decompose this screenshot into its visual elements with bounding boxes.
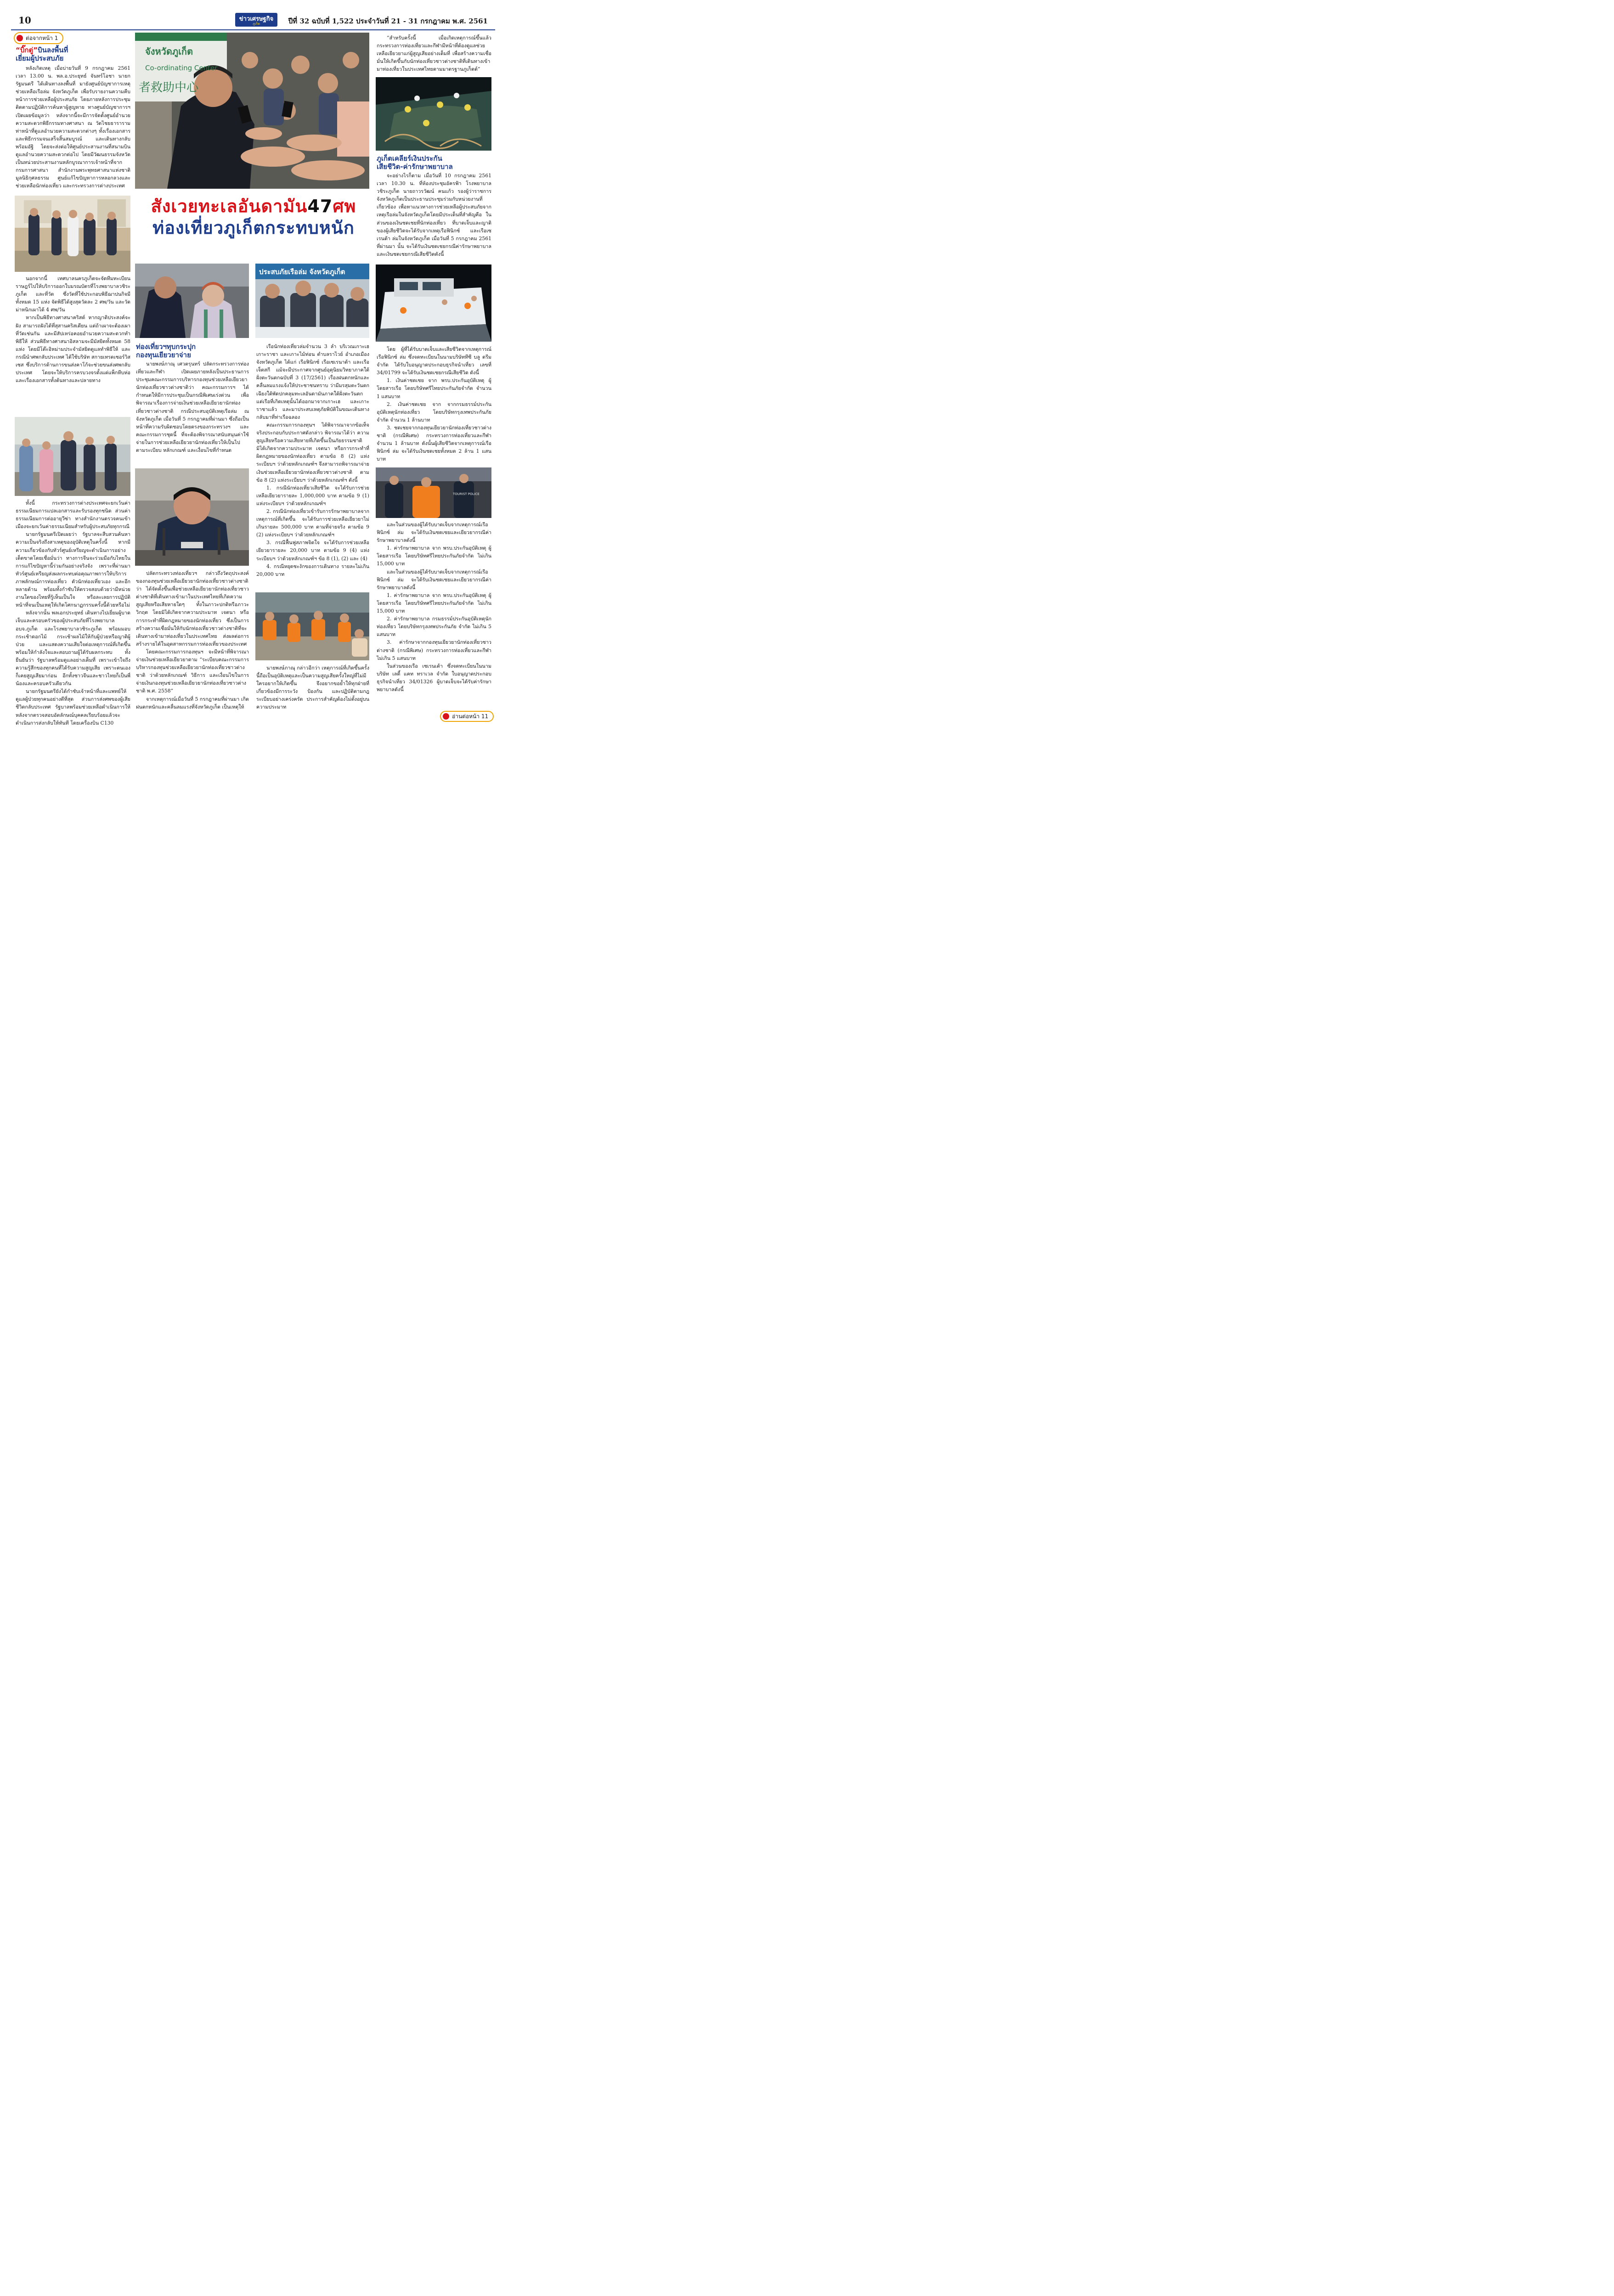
red-dot-icon: [443, 713, 449, 720]
header-rule: [11, 29, 495, 30]
col4-subhead: [377, 154, 491, 171]
col3-text-block-1: [256, 343, 369, 589]
col2-text-block-1: [136, 360, 249, 464]
col4-subhead-line1: ภูเก็ตเคลียร์เงินประกัน: [377, 154, 442, 163]
col1-paragraph: หลังจากนั้น พลเอกประยุทธ์ เดินทางไปเยี่ยมผู้บาดเจ็บและครอบครัวของผู้ประสบภัยที่โรงพยาบาล อบจ.ภูเก็ต และโรงพยาบาลวชิระภูเก็ต พร้อมมอบกระเช้าดอกไม้ กระเช้าผลไม้ให้กับผู้ป่วยหรือญาติผู้ป่วย และแสดงความเสียใจต่อเหตุการณ์ที่เกิดขึ้น พร้อมให้กำลังใจและสอบถามผู้ได้รับผลกระทบ ทั้งยืนยันว่า รัฐบาลพร้อมดูแลอย่างเต็มที่ เพราะเข้าใจถึงความรู้สึกของทุกคนที่ได้รับความสูญเสีย เพราะตนเองก็เคยสูญเสียมาก่อน อีกทั้งชาวจีนและชาวไทยก็เป็นพี่น้องและครอบครัวเดียวกัน: [16, 610, 130, 687]
col4-list-item: 3. ค่ารักษาจากกองทุนเยียวยานักท่องเที่ยวชาวต่างชาติ (กรณีพิเศษ) กระทรวงการท่องเที่ยวและกีฬา ไม่เกิน 5 แสนบาท: [377, 639, 491, 661]
read-more-badge[interactable]: [440, 711, 494, 722]
col3-list-item: 3. กรณีฟื้นฟูสภาพจิตใจ จะได้รับการช่วยเหลือเยียวยารายละ 20,000 บาท ตามข้อ 9 (4) แห่งระเบียบฯ ว่าด้วยหลักเกณฑ์ฯ ข้อ 8 (1), (2) และ (4): [256, 540, 369, 562]
col4-paragraph: โดย ผู้ที่ได้รับบาดเจ็บและเสียชีวิตจากเหตุการณ์เรือฟินิกซ์ ล่ม ซึ่งจดทะเบียนในนามบริษัททีซี บลู ดรีม จำกัด ได้รับใบอนุญาตประกอบธุรกิจนำเที่ยว เลขที่ 34/01799 จะได้รับเงินชดเชยกรณีเสียชีวิต ดังนี้: [377, 346, 491, 376]
col4-text-block-1: [377, 172, 491, 262]
logo-subtitle: ภูเก็ต: [253, 22, 260, 26]
col1-paragraph: นายกรัฐมนตรีเปิดเผยว่า รัฐบาลจะสืบสวนค้นหาความเป็นจริงถึงสาเหตุของอุบัติเหตุในครั้งนี้ หากมีความเกี่ยวข้องกับทัวร์ศูนย์เหรียญจะดำเนินการอย่างเด็ดขาดโดยเชื่อมั่นว่า ทางการจีนจะร่วมมือกับไทยในการแก้ไขปัญหานี้ร่วมกันอย่างจริงจัง เพราะที่ผ่านมาทัวร์ศูนย์เหรียญส่งผลกระทบต่อคุณภาพการให้บริการ ภาพลักษณ์การท่องเที่ยว ตัวนักท่องเที่ยวเอง และอีกหลายด้าน พร้อมทั้งกำชับให้ตรวจสอบด้วยว่ามีหน่วยงานใดของไทยที่รู้เห็นเป็นใจ หรือละเลยการปฏิบัติหน้าที่จนเป็นเหตุให้เกิดโศกนาฏกรรมครั้งนี้ด้วยหรือไม่: [16, 531, 130, 608]
col3-list-item: 4. กรณีหยุดชะงักของการเดินทาง รายละไม่เกิน 20,000 บาท: [256, 563, 369, 577]
col3-paragraph: คณะกรรมการกองทุนฯ ได้พิจารณาจากข้อเท็จจริงประกอบกับประกาศดังกล่าว พิจารณาได้ว่า ความสูญเสียหรือความเสียหายที่เกิดขึ้นเป็นภัยธรรมชาติ มิได้เกิดจากความประมาท เจตนา หรือการกระทำที่ผิดกฎหมายของนักท่องเที่ยว ตามข้อ 8 (2) แห่งระเบียบฯ ว่าด้วยหลักเกณฑ์ฯ จึงสามารถพิจารณาจ่ายเงินช่วยเหลือเยียวยานักท่องเที่ยวชาวต่างชาติ ตามข้อ 8 (2) แห่งระเบียบฯ ว่าด้วยหลักเกณฑ์ฯ ดังนี้: [256, 422, 369, 483]
page-number: 10: [18, 15, 31, 26]
hospital-visit-image: [15, 417, 130, 496]
col1-subhead-rest: บินลงพื้นที่: [38, 46, 68, 54]
boat-at-pier-image: [376, 264, 491, 342]
col4-paragraph: จะอย่างไรก็ตาม เมื่อวันที่ 10 กรกฎาคม 2561 เวลา 10.30 น. ที่ห้องประชุมอัครฟ้า โรงพยาบาลวชิระภูเก็ต นายถาวรวัฒน์ คนแก้ว รองผู้ว่าราชการจังหวัดภูเก็ตเป็นประธานประชุมร่วมกับหน่วยงานที่เกี่ยวข้อง เพื่อหาแนวทางการช่วยเหลือผู้ประสบภัยจากเหตุเรือล่มในจังหวัดภูเก็ตโดยมีประเด็นที่สำคัญคือ ในส่วนของเงินชดเชยที่นักท่องเที่ยว ที่บาดเจ็บและญาติของผู้เสียชีวิตจะได้รับจากเหตุเรือฟินิกซ์ และเรือเซเรนต้า ล่มในจังหวัดภูเก็ต เมื่อวันที่ 5 กรกฎาคม 2561 ที่ผ่านมา นั้น จะได้รับเงินชดเชยกรณีค่ารักษาพยาบาลและเงินชดเชยกรณีเสียชีวิตดังนี้: [377, 173, 491, 257]
boat-at-pier-photo: [376, 264, 491, 342]
col2-subhead-line1: ท่องเที่ยวฯทุบกระปุก: [136, 343, 196, 351]
official-portrait-image: [135, 468, 249, 566]
col3-list-item: 1. กรณีนักท่องเที่ยวเสียชีวิต จะได้รับการช่วยเหลือเยียวยารายละ 1,000,000 บาท ตามข้อ 9 (1) แห่งระเบียบฯ ว่าด้วยหลักเกณฑ์ฯ: [256, 484, 369, 506]
tourist-police-image: [376, 467, 491, 518]
col4-list-item: 1. ค่ารักษาพยาบาล จาก พรบ.ประกันอุบัติเหตุ ผู้โดยสารเรือ โดยบริษัทศรีไทยประกันภัยจำกัด ไม่เกิน 15,000 บาท: [377, 592, 491, 614]
headline-part-b: ศพ: [333, 196, 356, 216]
hero-sign-text: จังหวัดภูเก็ต: [145, 46, 193, 57]
page-header: [11, 13, 495, 29]
newspaper-logo: [235, 13, 277, 27]
col1-text-block-3: [16, 499, 130, 726]
pm-visit-photo: [15, 196, 130, 272]
col1-paragraph: นายกรัฐมนตรียังได้กำชับเจ้าหน้าที่และแพทย์ให้ดูแลผู้ป่วยทุกคนอย่างดีที่สุด ส่วนการส่งศพของผู้เสียชีวิตกลับประเทศ รัฐบาลพร้อมช่วยเหลือดำเนินการให้ หลังจากตรวจสอบอัตลักษณ์บุคคลเรียบร้อยแล้วจะดำเนินการส่งกลับให้ทันที โดยเครื่องบิน C130: [16, 688, 130, 726]
col3-list-item: 2. กรณีนักท่องเที่ยวเข้ารับการรักษาพยาบาลจากเหตุการณ์ที่เกิดขึ้น จะได้รับการช่วยเหลือเยียวยาไม่เกินรายละ 500,000 บาท ตามที่จ่ายจริง ตามข้อ 9 (2) แห่งระเบียบฯ ว่าด้วยหลักเกณฑ์ฯ: [256, 508, 369, 538]
press-meeting-photo: [255, 264, 369, 338]
comforting-image: [135, 264, 249, 338]
headline-part-a: สังเวยทะเลอันดามัน: [151, 196, 308, 216]
col2-paragraph: นายพงษ์ภาณุ เศวตรุนทร์ ปลัดกระทรวงการท่องเที่ยวและกีฬา เปิดเผยภายหลังเป็นประธานการประชุมคณะกรรมการบริหารกองทุนช่วยเหลือเยียวยานักท่องเที่ยวชาวต่างชาติว่า คณะกรรมการฯ ได้กำหนดให้มีการประชุมเป็นกรณีพิเศษเร่งด่วน เพื่อพิจารณาเรื่องการจ่ายเงินช่วยเหลือเยียวยานักท่องเที่ยวชาวต่างชาติ กรณีประสบอุบัติเหตุเรือล่ม ณ จังหวัดภูเก็ต เมื่อวันที่ 5 กรกฎาคมที่ผ่านมา ซึ่งถือเป็นหน้าที่ความรับผิดชอบโดยตรงของกระทรวงฯ และคณะกรรมการชุดนี้ ที่จะต้องพิจารณาสนับสนุนค่าใช้จ่ายในการช่วยเหลือเยียวยานักท่องเที่ยวให้เป็นไปตามระเบียบ หลักเกณฑ์ และเงื่อนไขที่กำหนด: [136, 361, 249, 454]
col3-text-block-2: [256, 664, 369, 719]
col2-paragraph: โดยคณะกรรมการกองทุนฯ จะมีหน้าที่พิจารณาจ่ายเงินช่วยเหลือเยียวยาตาม “ระเบียบคณะกรรมการบริหารกองทุนช่วยเหลือเยียวยานักท่องเที่ยวชาวต่างชาติ ว่าด้วยหลักเกณฑ์ วิธีการ และเงื่อนไขในการจ่ายเงินกองทุนช่วยเหลือเยียวยานักท่องเที่ยวชาวต่างชาติ พ.ศ. 2558”: [136, 648, 249, 694]
col4-quote: “สำหรับครั้งนี้ เมื่อเกิดเหตุการณ์ขึ้นแล้ว กระทรวงการท่องเที่ยวและกีฬามีหน้าที่ต้องดูแลช่วยเหลือเยียวยาแก่ผู้สูญเสียอย่างเต็มที่ เพื่อสร้างความเชื่อมั่นให้เกิดขึ้นกับนักท่องเที่ยวชาวต่างชาติที่เดินทางเข้ามาท่องเที่ยวในประเทศไทยตามมาตรฐานภูเก็ตต์”: [377, 35, 491, 73]
col1-text-block-2: [16, 275, 130, 415]
press-meeting-image: [255, 264, 369, 338]
continued-from-label: ต่อจากหน้า 1: [26, 34, 58, 41]
night-rescue-image: [376, 77, 491, 151]
headline-death-toll: 47: [307, 196, 333, 216]
col1-subhead-quote: “บิ๊กตู่”: [16, 46, 38, 54]
col1-subhead-line2: เยี่ยมผู้ประสบภัย: [16, 54, 64, 62]
col2-text-block-2: [136, 569, 249, 719]
pm-visit-image: [15, 196, 130, 272]
read-more-label: อ่านต่อหน้า 11: [452, 713, 489, 720]
issue-line: ปีที่ 32 ฉบับที่ 1,522 ประจำวันที่ 21 - 31 กรกฎาคม พ.ศ. 2561: [288, 17, 488, 25]
col3-paragraph: นายพงษ์ภาณุ กล่าวอีกว่า เหตุการณ์ที่เกิดขึ้นครั้งนี้ถือเป็นอุบัติเหตุและเป็นความสูญเสียครั้งใหญ่ที่ไม่มีใครอยากให้เกิดขึ้น จึงอยากขอย้ำให้ทุกฝ่ายที่เกี่ยวข้องมีการระวัง ป้องกัน และปฏิบัติตามกฎระเบียบอย่างเคร่งครัด ประการสำคัญต้องไม่ตั้งอยู่บนความประมาท: [256, 665, 369, 710]
police-label: TOURIST POLICE: [453, 492, 480, 496]
col4-text-block-3: [377, 521, 491, 709]
col4-text-block-2: [377, 345, 491, 466]
hero-sign-text-3: 者救助中心: [139, 81, 199, 95]
hero-sign-text-2: Co-ordinating Center: [145, 64, 218, 72]
night-rescue-photo: [376, 77, 491, 151]
hero-image: [135, 33, 369, 189]
col4-list-item: 1. ค่ารักษาพยาบาล จาก พรบ.ประกันอุบัติเหตุ ผู้โดยสารเรือ โดยบริษัทศรีไทยประกันภัยจำกัด ไม่เกิน 15,000 บาท: [377, 545, 491, 567]
col2-paragraph: ปลัดกระทรวงท่องเที่ยวฯ กล่าวถึงวัตถุประสงค์ของกองทุนช่วยเหลือเยียวยานักท่องเที่ยวชาวต่างชาติว่า ได้จัดตั้งขึ้นเพื่อช่วยเหลือเยียวยานักท่องเที่ยวชาวต่างชาติที่เดินทางเข้ามาในประเทศไทยที่เกิดความสูญเสียหรือเสียหายใดๆ ทั้งในภาวะปกติหรือภาวะวิกฤต โดยมิได้เกิดจากความประมาท เจตนา หรือการกระทำที่ผิดกฎหมายของนักท่องเที่ยว ซึ่งเป็นการสร้างความเชื่อมั่นให้กับนักท่องเที่ยวชาวต่างชาติที่จะเดินทางเข้ามาท่องเที่ยวในประเทศไทย ส่งผลต่อการสร้างรายได้ในอุตสาหกรรมการท่องเที่ยวของประเทศ: [136, 570, 249, 647]
rescued-tourists-photo: [255, 592, 369, 660]
col2-subhead-line2: กองทุนเยียวยาจ่าย: [136, 351, 191, 359]
meeting-sign-text: ประสบภัยเรือล่ม จังหวัดภูเก็ต: [259, 268, 345, 276]
hero-photo-pm-greeting: [135, 33, 369, 189]
main-headline: [135, 196, 372, 239]
col1-paragraph: ทั้งนี้ กระทรวงการต่างประเทศจะยกเว้นค่าธรรมเนียมการแปลเอกสารและรับรองทุกชนิด ส่วนค่าธรรมเนียมการต่ออายุวีซ่า ทางสำนักงานตรวจคนเข้าเมืองจะยกเว้นค่าธรรมเนียมสำหรับผู้ประสบภัยทุกกรณี: [16, 500, 130, 530]
comforting-victim-photo: [135, 264, 249, 338]
continued-from-badge[interactable]: [14, 32, 63, 44]
hospital-visit-photo: [15, 417, 130, 496]
col3-paragraph: เรือนักท่องเที่ยวล่มจำนวน 3 ลำ บริเวณเกาะเฮ เกาะราชา และเกาะไม้ท่อน ตำบลราไวย์ อำเภอเมือง จังหวัดภูเก็ต ได้แก่ เรือฟินิกซ์ เรือเซเรนาต้า และเรือเจ็ตสกี แม้จะมีประกาศจากศูนย์อุตุนิยมวิทยาภาคใต้ฝั่งตะวันตกฉบับที่ 3 (17/2561) เรื่องฝนตกหนักและคลื่นลมแรงแจ้งให้ประชาชนทราบ ว่ามีมรสุมตะวันตกเฉียงใต้พัดปกคลุมทะเลอันดามันภาคใต้ฝั่งตะวันตก แต่เรือที่เกิดเหตุนั้นได้ออกมาจากเกาะเฮ และเกาะราชาแล้ว และมาประสบเหตุภัยพิบัติในขณะเดินทางกลับมาที่ท่าเรือฉลอง: [256, 343, 369, 420]
col4-subhead-line2: เสียชีวิต-ค่ารักษาพยาบาล: [377, 163, 453, 171]
col1-paragraph: หากเป็นพิธีทางศาสนาคริสต์ หากญาติประสงค์จะฝัง สามารถฝังได้ที่สุสานคริสเตียน แต่ถ้าเผาจะต้องเผาที่วัดเช่นกัน และมีสัปเหร่อคอยอำนวยความสะดวกทำพิธีให้ ส่วนพิธีทางศาสนาอิสลามจะมีมัสยิดทั้งหมด 58 แห่ง โดยมีโต๊ะอิหม่ามประจำมัสยิดดูแลทำพิธีให้ และกรณีนำศพกลับประเทศ ได้ใช้บริษัท สกายเทรดเซอร์วิสเซส ซึ่งบริการด้านการขนส่งคาโก้จะช่วยขนส่งศพกลับประเทศ โดยจะให้บริการครบวงจรตั้งแต่แพ็กหีบห่อ และเรื่องเอกสารทั้งต้นทางและปลายทาง: [16, 315, 130, 384]
col4-list-item: 3. ชดเชยจากกองทุนเยียวยานักท่องเที่ยวชาวต่างชาติ (กรณีพิเศษ) กระทรวงการท่องเที่ยวและกีฬา จำนวน 1 ล้านบาท ดังนั้นผู้เสียชีวิตจากเหตุการณ์เรือฟินิกซ์ ล่ม จะได้รับเงินชดเชยทั้งหมด 2 ล้าน 1 แสนบาท: [377, 424, 491, 462]
col4-quote-block: [377, 34, 491, 74]
tourist-police-photo: [376, 467, 491, 518]
col1-paragraph: นอกจากนี้ เทศบาลนครภูเก็ตจะจัดทีมทะเบียนราษฎร์ไปให้บริการออกใบมรณบัตรที่โรงพยาบาลวชิระภูเก็ต และที่วัด ซึ่งวัดที่ใช้ประกอบพิธีฌาปนกิจมีทั้งหมด 15 แห่ง จัดพิธีได้สูงสุดวัดละ 2 ศพ/วัน และวัดม่าหนิกเผาได้ 4 ศพ/วัน: [16, 276, 130, 313]
col1-paragraph: หลังเกิดเหตุ เมื่อบ่ายวันที่ 9 กรกฎาคม 2561 เวลา 13.00 น. พล.อ.ประยุทธ์ จันทร์โอชา นายกรัฐมนตรี ได้เดินทางลงพื้นที่ มายังศูนย์บัญชาการเหตุช่วยเหลือเรือล่ม จังหวัดภูเก็ต เพื่อรับรายงานความคืบหน้าการช่วยเหลือผู้ประสบภัย โดยภายหลังการประชุมติดตามปฏิบัติการค้นหาผู้สูญหาย ทางศูนย์บัญชาการฯ เปิดเผยข้อมูลว่า หลังจากนี้จะมีการจัดตั้งศูนย์อำนวยความสะดวกพิธีกรรมทางศาสนา ณ วัดไชยธาราราม ท่าหน้าที่ดูแลอำนวยความสะดวกต่างๆ ทั้งเรื่องเอกสารและพิธีกรรมจนเสร็จสิ้นสมบูรณ์ และเดินทางกลับพร้อมอัฐิ โดยจะส่งต่อให้ศูนย์ประสานงานที่สนามบินดูแลอำนวยความสะดวกต่อไป โดยมีวัฒนธรรมจังหวัดเป็นหน่วยประสานงานหลักบูรณาการเจ้าหน้าที่จากกรมการศาสนา สำนักงานพระพุทธศาสนาแห่งชาติ มูลนิธิกุศลธรรม ศูนย์แก้ไขปัญหาการหลอกลวงและช่วยเหลือนักท่องเที่ยว และกระทรวงการต่างประเทศ: [16, 65, 130, 189]
col2-paragraph: จากเหตุการณ์เมื่อวันที่ 5 กรกฎาคมที่ผ่านมา เกิดฝนตกหนักและคลื่นลมแรงที่จังหวัดภูเก็ต เป็นเหตุให้: [136, 696, 249, 710]
logo-title: ข่าวเศรษฐกิจ: [239, 16, 274, 23]
red-dot-icon: [17, 35, 23, 41]
rescued-tourists-image: [255, 592, 369, 660]
official-portrait-photo: [135, 468, 249, 566]
col4-paragraph: ในส่วนของเรือ เซเรนเต้า ซึ่งจดทะเบียนในนามบริษัท เลดี้ แคท ทราเวล จำกัด ใบอนุญาตประกอบธุรกิจนำเที่ยว 34/01326 ผู้บาดเจ็บจะได้รับค่ารักษาพยาบาลดังนี้: [377, 663, 491, 692]
col4-list-item: 1. เงินค่าชดเชย จาก พรบ.ประกันอุบัติเหตุ ผู้โดยสารเรือ โดยบริษัทศรีไทยประกันภัยจำกัด จำนวน 1 แสนบาท: [377, 377, 491, 400]
headline-line-1: [135, 196, 372, 217]
col2-subhead: [136, 343, 249, 359]
col4-list-item: 2. เงินค่าชดเชย จาก จากกรมธรรม์ประกันอุบัติเหตุนักท่องเที่ยว โดยบริษัทกรุงเทพประกันภัย จำกัด จำนวน 1 ล้านบาท: [377, 401, 491, 423]
headline-line-2: ท่องเที่ยวภูเก็ตกระทบหนัก: [152, 218, 355, 238]
col1-subhead: [16, 46, 130, 62]
col1-text-block-1: [16, 64, 130, 193]
col4-paragraph: และในส่วนของผู้ได้รับบาดเจ็บจากเหตุการณ์เรือฟินิกซ์ ล่ม จะได้รับเงินชดเชยและเยียวยากรณีค่ารักษาพยาบาลดังนี้: [377, 568, 491, 591]
col4-list-item: 2. ค่ารักษาพยาบาล กรมธรรม์ประกันอุบัติเหตุนักท่องเที่ยว โดยบริษัทกรุงเทพประกันภัย จำกัด ไม่เกิน 5 แสนบาท: [377, 616, 491, 638]
col4-paragraph: และในส่วนของผู้ได้รับบาดเจ็บจากเหตุการณ์เรือฟินิกซ์ ล่ม จะได้รับเงินชดเชยและเยียวยากรณีค่ารักษาพยาบาลดังนี้: [377, 522, 491, 544]
